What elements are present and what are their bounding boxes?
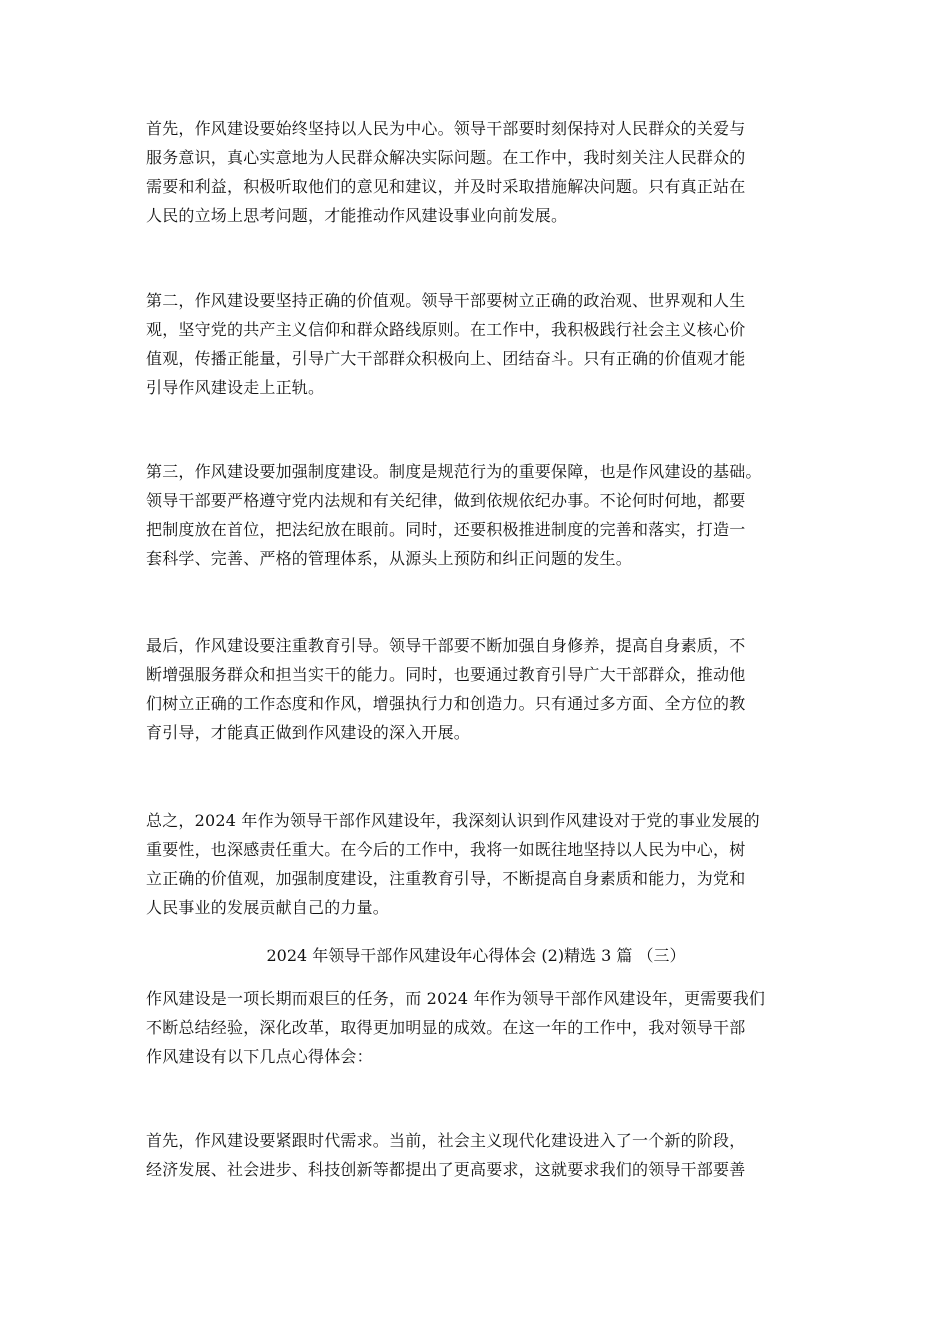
paragraph-2 xyxy=(146,286,806,402)
text-line: 育引导，才能真正做到作风建设的深入开展。 xyxy=(146,723,471,742)
paragraph-6 xyxy=(146,984,806,1071)
text-line: 第三，作风建设要加强制度建设。制度是规范行为的重要保障，也是作风建设的基础。 xyxy=(146,462,762,481)
text-line: 立正确的价值观，加强制度建设，注重教育引导，不断提高自身素质和能力，为党和 xyxy=(146,869,746,888)
text-line: 服务意识，真心实意地为人民群众解决实际问题。在工作中，我时刻关注人民群众的 xyxy=(146,148,746,167)
text-line: 观，坚守党的共产主义信仰和群众路线原则。在工作中，我积极践行社会主义核心价 xyxy=(146,320,746,339)
text-line: 断增强服务群众和担当实干的能力。同时，也要通过教育引导广大干部群众，推动他 xyxy=(146,665,746,684)
text-line: 重要性，也深感责任重大。在今后的工作中，我将一如既往地坚持以人民为中心，树 xyxy=(146,840,746,859)
text-line: 作风建设是一项长期而艰巨的任务，而 2024 年作为领导干部作风建设年，更需要我们 xyxy=(146,989,766,1008)
text-line: 总之，2024 年作为领导干部作风建设年，我深刻认识到作风建设对于党的事业发展的 xyxy=(146,811,760,830)
paragraph-1 xyxy=(146,114,806,230)
paragraph-7 xyxy=(146,1126,806,1184)
text-line: 把制度放在首位，把法纪放在眼前。同时，还要积极推进制度的完善和落实，打造一 xyxy=(146,520,746,539)
section-heading: 2024 年领导干部作风建设年心得体会 (2)精选 3 篇 （三） xyxy=(266,946,686,965)
paragraph-3 xyxy=(146,457,806,573)
text-line: 人民事业的发展贡献自己的力量。 xyxy=(146,898,390,917)
text-line: 人民的立场上思考问题，才能推动作风建设事业向前发展。 xyxy=(146,206,568,225)
text-line: 套科学、完善、严格的管理体系，从源头上预防和纠正问题的发生。 xyxy=(146,549,633,568)
paragraph-5 xyxy=(146,806,806,922)
text-line: 不断总结经验，深化改革，取得更加明显的成效。在这一年的工作中，我对领导干部 xyxy=(146,1018,746,1037)
text-line: 引导作风建设走上正轨。 xyxy=(146,378,325,397)
text-line: 首先，作风建设要始终坚持以人民为中心。领导干部要时刻保持对人民群众的关爱与 xyxy=(146,119,746,138)
text-line: 作风建设有以下几点心得体会： xyxy=(146,1047,373,1066)
text-line: 领导干部要严格遵守党内法规和有关纪律，做到依规依纪办事。不论何时何地，都要 xyxy=(146,491,746,510)
text-line: 首先，作风建设要紧跟时代需求。当前，社会主义现代化建设进入了一个新的阶段， xyxy=(146,1131,746,1150)
text-line: 需要和利益，积极听取他们的意见和建议，并及时采取措施解决问题。只有真正站在 xyxy=(146,177,746,196)
text-line: 值观，传播正能量，引导广大干部群众积极向上、团结奋斗。只有正确的价值观才能 xyxy=(146,349,746,368)
text-line: 第二，作风建设要坚持正确的价值观。领导干部要树立正确的政治观、世界观和人生 xyxy=(146,291,746,310)
text-line: 最后，作风建设要注重教育引导。领导干部要不断加强自身修养，提高自身素质，不 xyxy=(146,636,746,655)
paragraph-4 xyxy=(146,631,806,747)
text-line: 经济发展、社会进步、科技创新等都提出了更高要求，这就要求我们的领导干部要善 xyxy=(146,1160,746,1179)
text-line: 们树立正确的工作态度和作风，增强执行力和创造力。只有通过多方面、全方位的教 xyxy=(146,694,746,713)
